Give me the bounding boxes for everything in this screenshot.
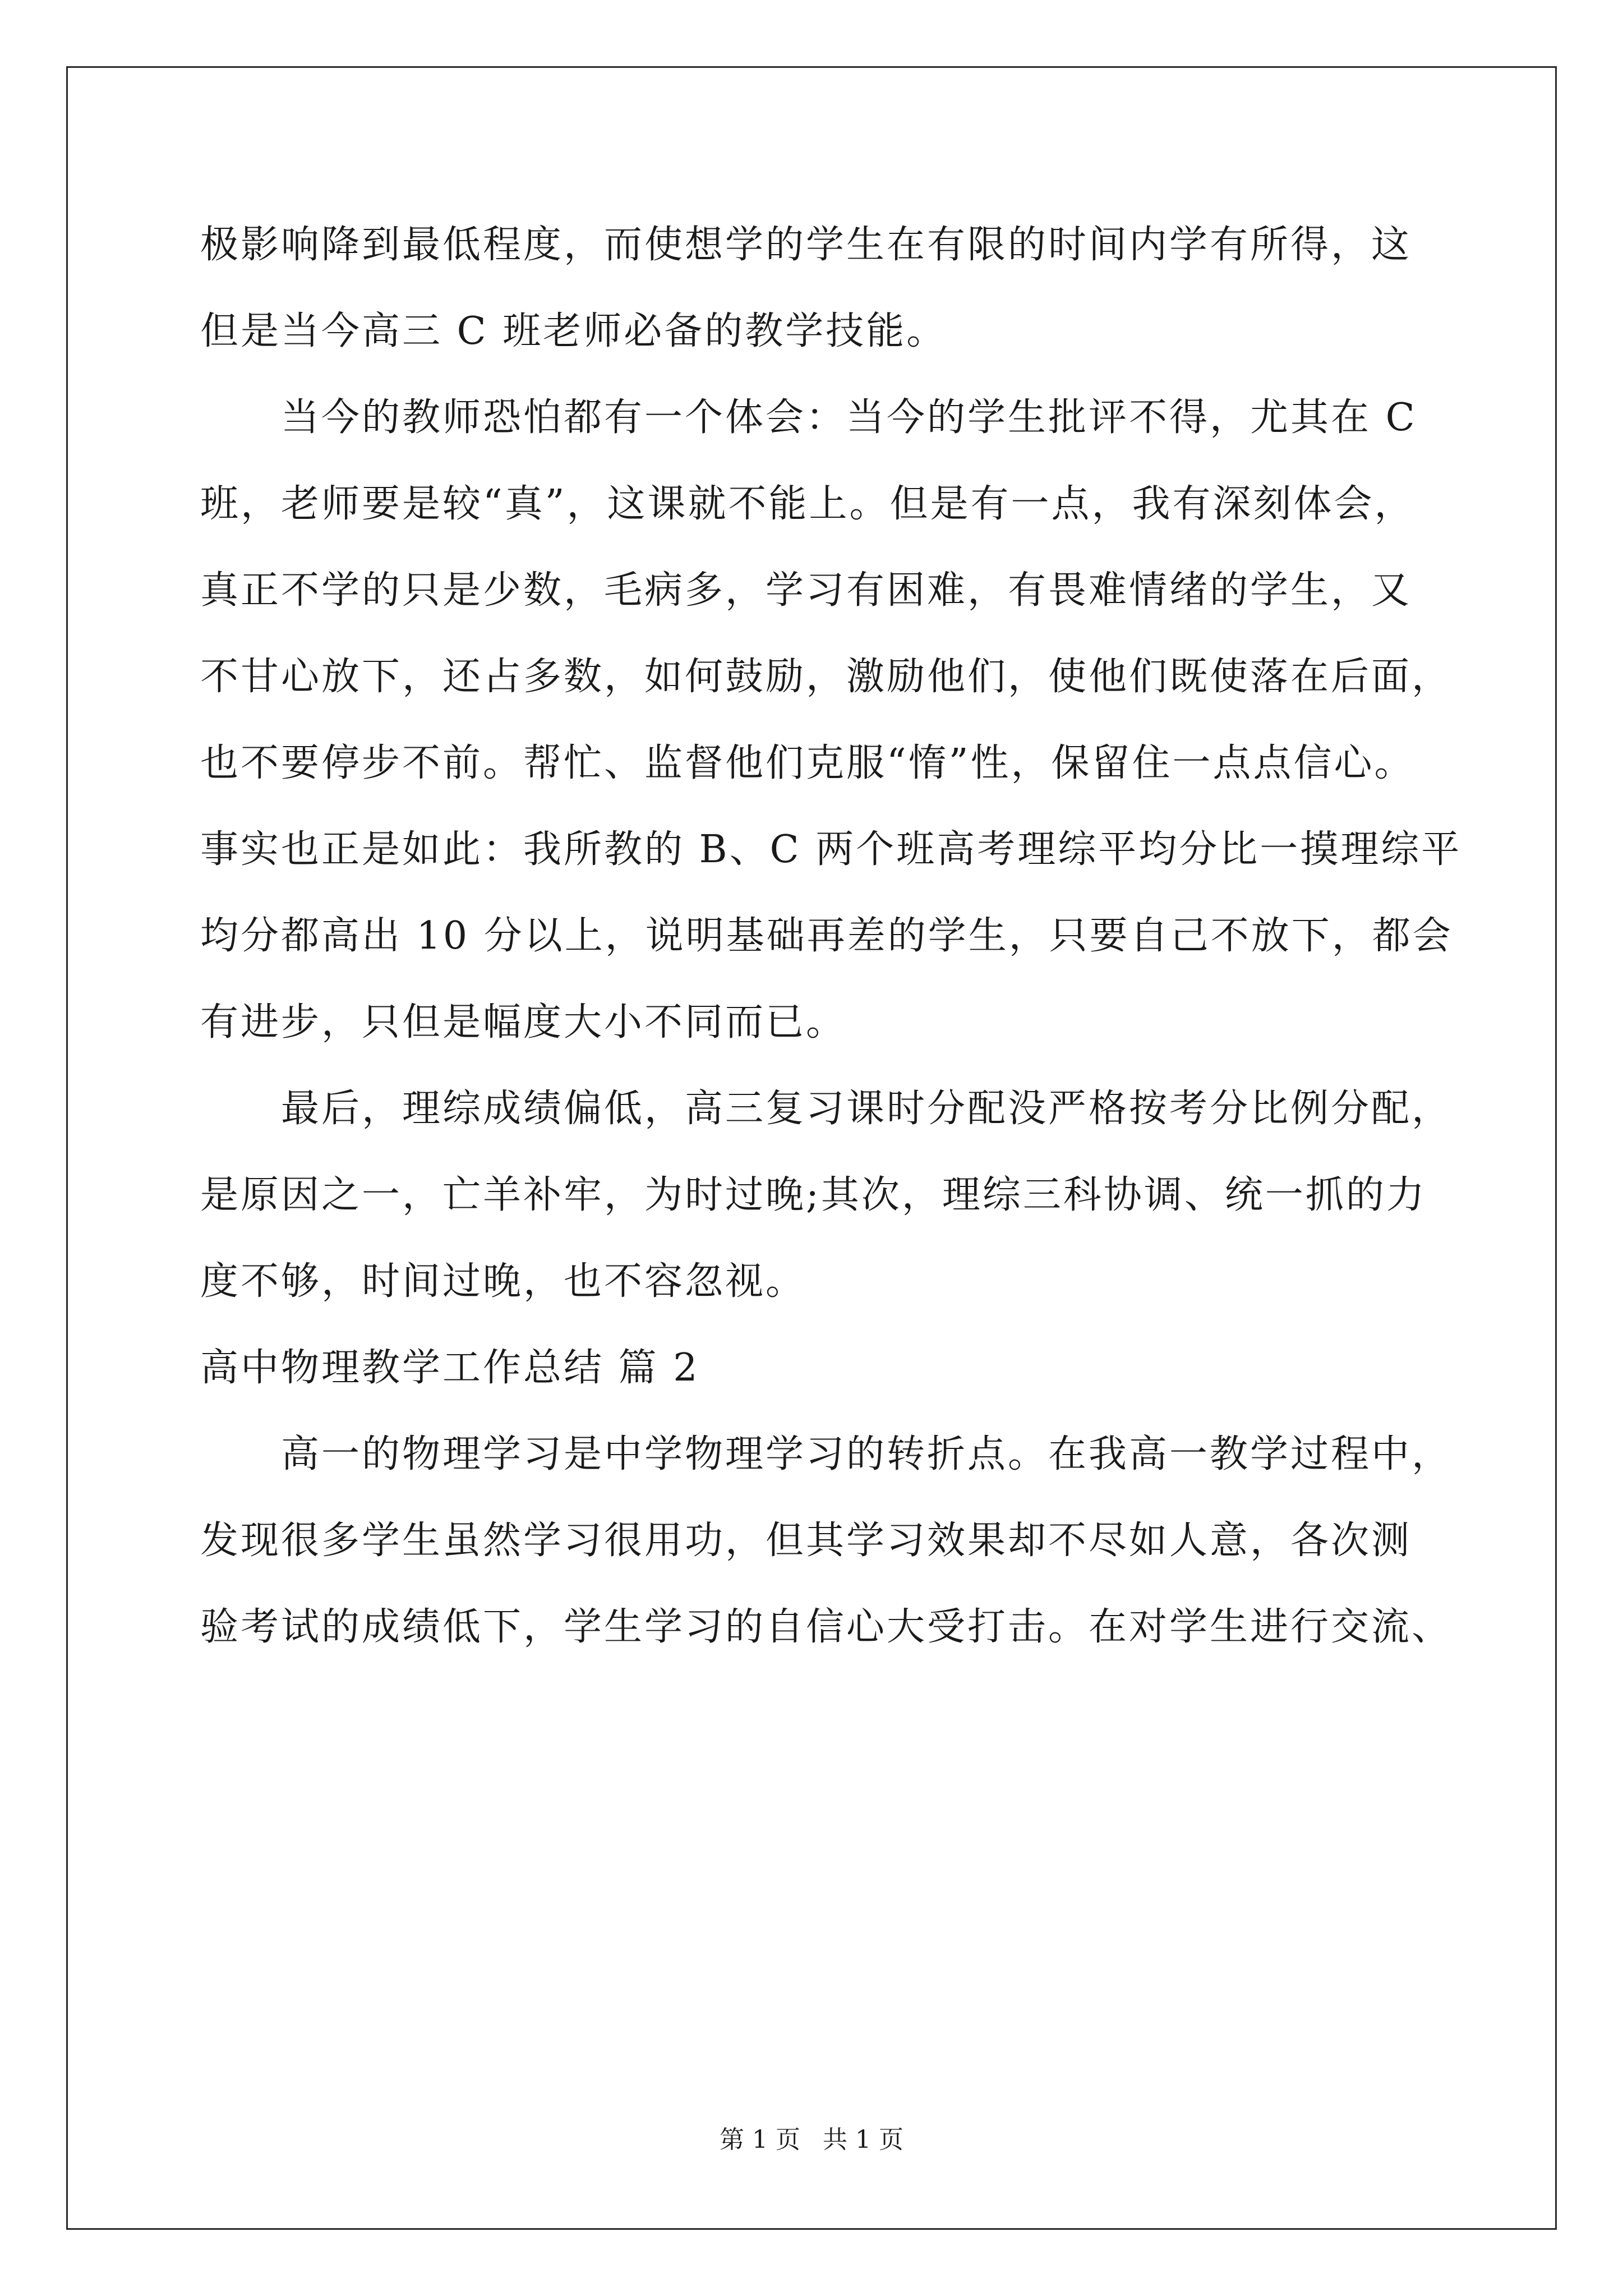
- text-line: 班，老师要是较“真”，这课就不能上。但是有一点，我有深刻体会，: [200, 482, 1415, 526]
- text-line: 度不够，时间过晚，也不容忽视。: [200, 1259, 806, 1304]
- text-line: 极影响降到最低程度，而使想学的学生在有限的时间内学有所得，这: [200, 223, 1412, 267]
- text-line: 是原因之一，亡羊补牢，为时过晚;其次，理综三科协调、统一抓的力: [200, 1173, 1427, 1217]
- text-line: 但是当今高三 C 班老师必备的教学技能。: [200, 309, 947, 353]
- text-line: 也不要停步不前。帮忙、监督他们克服“惰”性，保留住一点点信心。: [200, 741, 1415, 785]
- text-line: 均分都高出 10 分以上，说明基础再差的学生，只要自己不放下，都会: [200, 914, 1453, 958]
- document-body: [200, 202, 1462, 1671]
- text-line: 发现很多学生虽然学习很用功，但其学习效果却不尽如人意，各次测: [200, 1519, 1412, 1563]
- text-line: 真正不学的只是少数，毛病多，学习有困难，有畏难情绪的学生，又: [200, 568, 1412, 613]
- text-line: 验考试的成绩低下，学生学习的自信心大受打击。在对学生进行交流、: [200, 1605, 1453, 1649]
- section-heading: 高中物理教学工作总结 篇 2: [200, 1346, 700, 1390]
- text-line: 高一的物理学习是中学物理学习的转折点。在我高一教学过程中，: [281, 1432, 1453, 1476]
- page-number-total: 共 1 页: [823, 2125, 903, 2154]
- text-line: 事实也正是如此：我所教的 B、C 两个班高考理综平均分比一摸理综平: [200, 827, 1462, 872]
- text-line: 最后，理综成绩偏低，高三复习课时分配没严格按考分比例分配，: [281, 1087, 1453, 1131]
- page-number-current: 第 1 页: [720, 2125, 800, 2154]
- page-footer: [0, 2123, 1623, 2157]
- text-line: 有进步，只但是幅度大小不同而已。: [200, 1000, 847, 1045]
- text-line: 当今的教师恐怕都有一个体会：当今的学生批评不得，尤其在 C: [281, 395, 1417, 440]
- text-line: 不甘心放下，还占多数，如何鼓励，激励他们，使他们既使落在后面，: [200, 655, 1453, 699]
